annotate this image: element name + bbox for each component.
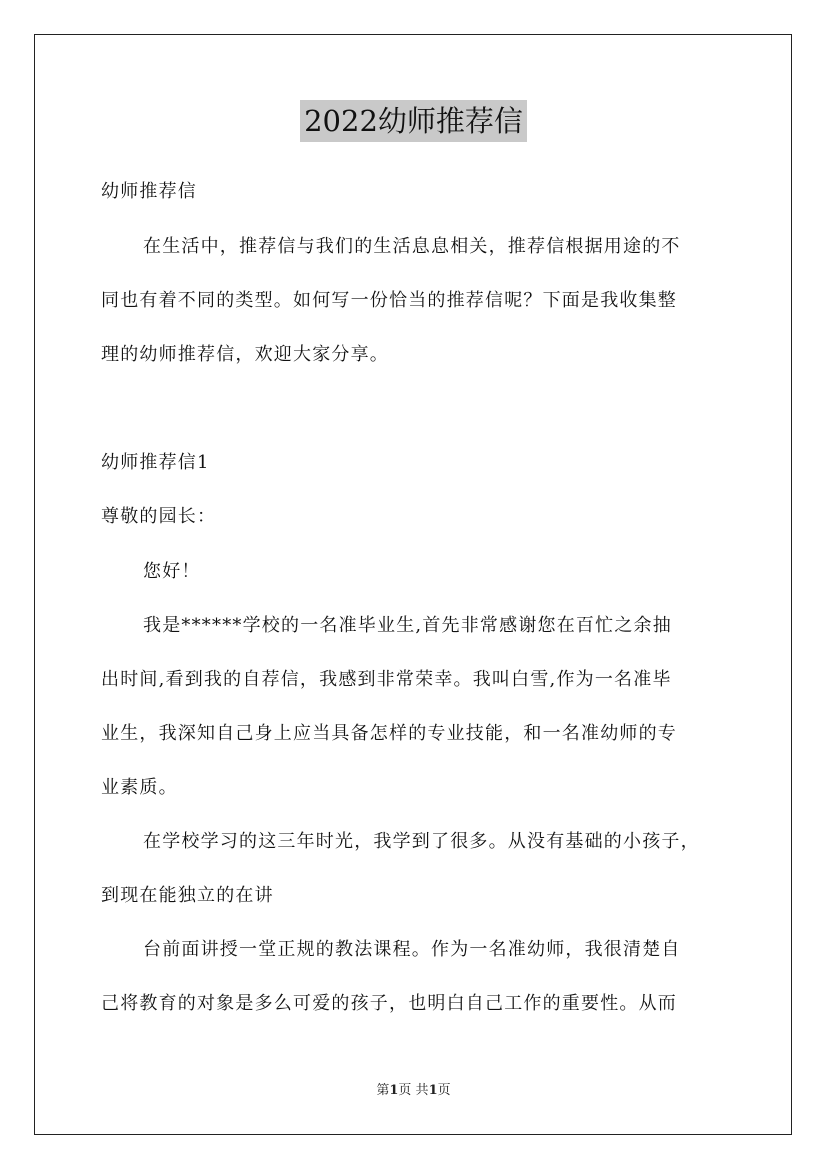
heading-line: 幼师推荐信: [101, 181, 197, 202]
paragraph-line: 出时间,看到我的自荐信，我感到非常荣幸。我叫白雪,作为一名准毕: [101, 669, 672, 690]
section-heading-line: 幼师推荐信1: [101, 452, 210, 473]
paragraph-line: 在生活中，推荐信与我们的生活息息相关，推荐信根据用途的不: [143, 236, 681, 257]
greeting-line: 您好！: [143, 561, 201, 582]
paragraph-line: 同也有着不同的类型。如何写一份恰当的推荐信呢？下面是我收集整: [101, 290, 677, 311]
paragraph-line: 在学校学习的这三年时光，我学到了很多。从没有基础的小孩子，: [143, 831, 700, 852]
paragraph-line: 己将教育的对象是多么可爱的孩子，也明白自己工作的重要性。从而: [101, 993, 677, 1014]
document-title: 2022幼师推荐信: [300, 100, 527, 142]
footer-current-page: 1: [389, 1083, 399, 1098]
paragraph-line: 到现在能独立的在讲: [101, 885, 274, 906]
paragraph-line: 业素质。: [101, 777, 178, 798]
paragraph-line: 我是******学校的一名准毕业生,首先非常感谢您在百忙之余抽: [143, 615, 672, 636]
footer-total-pages: 1: [428, 1083, 438, 1098]
salutation-line: 尊敬的园长：: [101, 506, 217, 527]
paragraph-line: 理的幼师推荐信，欢迎大家分享。: [101, 344, 389, 365]
paragraph-line: 台前面讲授一堂正规的教法课程。作为一名准幼师，我很清楚自: [143, 939, 681, 960]
footer-page-mid: 页 共: [398, 1083, 429, 1098]
page-footer: [0, 1082, 827, 1100]
title-container: [0, 100, 827, 142]
footer-page-prefix: 第: [376, 1083, 390, 1098]
paragraph-line: 业生，我深知自己身上应当具备怎样的专业技能，和一名准幼师的专: [101, 723, 677, 744]
footer-page-suffix: 页: [437, 1083, 451, 1098]
